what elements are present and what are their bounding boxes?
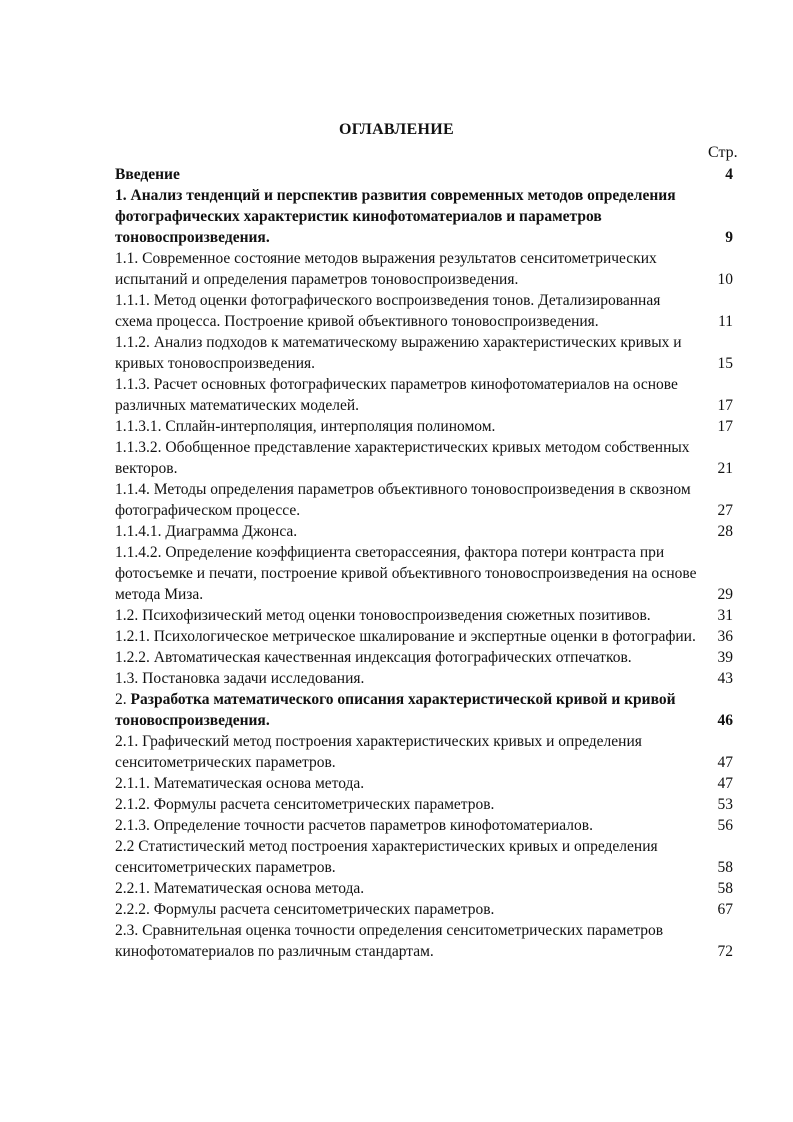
toc-entry [115, 542, 740, 605]
toc-entry-title: Разработка математического описания характеристической кривой и кривой тоновоспроизведения. [115, 691, 676, 729]
toc-entry-title: Постановка задачи исследования. [142, 670, 365, 687]
toc-entry-text [115, 731, 697, 773]
toc-entry [115, 164, 740, 185]
toc-entry-number: 1.1.3.2. [115, 439, 162, 456]
toc-entry-text [115, 794, 697, 815]
toc-entry-page: 31 [717, 607, 733, 624]
toc-entry [115, 521, 740, 542]
toc-entry-title: Анализ тенденций и перспектив развития современных методов определения фотографических характеристик кинофотоматериалов и параметров тоновоспроизведения. [115, 187, 676, 246]
toc-entry-page: 4 [725, 166, 733, 183]
toc-entry-page: 27 [717, 502, 733, 519]
toc-entry-number: 2.2.1. [115, 880, 150, 897]
toc-entry-text [115, 773, 697, 794]
toc-entry [115, 416, 740, 437]
toc-entry-number: 1.1.2. [115, 334, 150, 351]
toc-entry-page: 56 [717, 817, 733, 834]
toc-entry-text [115, 815, 697, 836]
toc-entry-title: Обобщенное представление характеристических кривых методом собственных векторов. [115, 439, 690, 477]
toc-entry [115, 731, 740, 773]
toc-entry-number: 1. [115, 187, 127, 204]
toc-entry [115, 689, 740, 731]
toc-title: ОГЛАВЛЕНИЕ [339, 121, 454, 138]
toc-entry-title: Формулы расчета сенситометрических параметров. [153, 796, 495, 813]
toc-entry-text [115, 521, 697, 542]
toc-entry-number: 2.2.2. [115, 901, 150, 918]
toc-entry-text [115, 437, 697, 479]
toc-entry-page: 46 [717, 712, 733, 729]
toc-entry-text [115, 164, 697, 185]
toc-entry-text [115, 920, 697, 962]
toc-entry-text [115, 374, 697, 416]
toc-entry-page: 17 [717, 397, 733, 414]
toc-entry-number: 2.1.3. [115, 817, 150, 834]
toc-entry-text [115, 290, 697, 332]
toc-entry-text [115, 899, 697, 920]
toc-entry [115, 836, 740, 878]
toc-entry-number: 2.1.2. [115, 796, 150, 813]
toc-entry-page: 43 [717, 670, 733, 687]
toc-entry-title: Математическая основа метода. [153, 880, 365, 897]
toc-entry-title: Психофизический метод оценки тоновоспроизведения сюжетных позитивов. [142, 607, 651, 624]
toc-entry-number: 1.1. [115, 250, 139, 267]
toc-entry [115, 437, 740, 479]
toc-entry-text [115, 605, 697, 626]
toc-entry-page: 39 [717, 649, 733, 666]
toc-entry-page: 15 [717, 355, 733, 372]
toc-entry-title: Автоматическая качественная индексация фотографических отпечатков. [153, 649, 632, 666]
toc-entry-page: 10 [717, 271, 733, 288]
toc-entry-title: Графический метод построения характеристических кривых и определения сенситометрических параметров. [115, 733, 642, 771]
toc-entry-number: 2.2 [115, 838, 135, 855]
toc-entry-title: Современное состояние методов выражения результатов сенситометрических испытаний и определения параметров тоновоспроизведения. [115, 250, 657, 288]
toc-entry-number: 1.1.1. [115, 292, 150, 309]
toc-entry-text [115, 185, 697, 248]
toc-entry [115, 290, 740, 332]
toc-entry-number: 1.1.3. [115, 376, 150, 393]
toc-entry [115, 773, 740, 794]
toc-entry-title: Определение коэффициента светорассеяния, фактора потери контраста при фотосъемке и печати, построение кривой объективного тоновоспроизведения на основе метода Миза. [115, 544, 697, 603]
toc-entry-page: 9 [725, 229, 733, 246]
toc-entry-title: Сравнительная оценка точности определения сенситометрических параметров кинофотоматериалов по различным стандартам. [115, 922, 664, 960]
toc-entry [115, 626, 740, 647]
toc-entry-page: 58 [717, 859, 733, 876]
toc-entry-title: Метод оценки фотографического воспроизведения тонов. Детализированная схема процесса. Построение кривой объективного тоновоспроизведения. [115, 292, 661, 330]
toc-entry-number: 1.1.4.1. [115, 523, 162, 540]
toc-entry-text [115, 668, 697, 689]
toc-entry [115, 899, 740, 920]
toc-entry-text [115, 626, 697, 647]
toc-entry-title: Математическая основа метода. [153, 775, 365, 792]
table-of-contents [115, 164, 740, 962]
toc-entry [115, 479, 740, 521]
toc-entry-title: Анализ подходов к математическому выражению характеристических кривых и кривых тоновоспроизведения. [115, 334, 682, 372]
toc-entry-number: 1.2. [115, 607, 139, 624]
toc-entry-title: Определение точности расчетов параметров кинофотоматериалов. [153, 817, 593, 834]
toc-entry-page: 17 [717, 418, 733, 435]
toc-entry [115, 647, 740, 668]
toc-entry-number: 1.1.4.2. [115, 544, 162, 561]
toc-entry [115, 668, 740, 689]
toc-entry-page: 28 [717, 523, 733, 540]
toc-entry-title: Формулы расчета сенситометрических параметров. [153, 901, 495, 918]
toc-entry-page: 29 [717, 586, 733, 603]
toc-entry-page: 36 [717, 628, 733, 645]
toc-entry-title: Расчет основных фотографических параметров кинофотоматериалов на основе различных математических моделей. [115, 376, 678, 414]
toc-entry [115, 878, 740, 899]
toc-entry-number: 2.1.1. [115, 775, 150, 792]
toc-entry-page: 58 [717, 880, 733, 897]
toc-entry-text [115, 836, 697, 878]
toc-entry [115, 185, 740, 248]
toc-entry-text [115, 647, 697, 668]
toc-entry-number: 1.1.4. [115, 481, 150, 498]
toc-entry [115, 794, 740, 815]
toc-entry [115, 332, 740, 374]
toc-entry-page: 72 [717, 943, 733, 960]
toc-entry-page: 21 [717, 460, 733, 477]
toc-entry-title: Методы определения параметров объективного тоновоспроизведения в сквозном фотографическом процессе. [115, 481, 691, 519]
toc-entry-text [115, 878, 697, 899]
toc-entry-number: 1.1.3.1. [115, 418, 162, 435]
toc-entry [115, 920, 740, 962]
toc-entry-title: Диаграмма Джонса. [165, 523, 298, 540]
toc-entry-number: 2.3. [115, 922, 139, 939]
toc-entry-number: 2. [115, 691, 127, 708]
toc-entry-text [115, 416, 697, 437]
toc-entry-title: Сплайн-интерполяция, интерполяция полиномом. [165, 418, 496, 435]
toc-entry-text [115, 248, 697, 290]
toc-entry-number: 1.3. [115, 670, 139, 687]
toc-entry-title: Введение [115, 166, 180, 183]
toc-entry-number: 1.2.2. [115, 649, 150, 666]
toc-entry-page: 53 [717, 796, 733, 813]
toc-entry-page: 11 [718, 313, 733, 330]
toc-entry-page: 47 [717, 754, 733, 771]
toc-entry-text [115, 332, 697, 374]
toc-entry [115, 815, 740, 836]
page-column-label: Стр. [708, 144, 738, 161]
toc-entry [115, 374, 740, 416]
toc-entry-number: 1.2.1. [115, 628, 150, 645]
toc-entry-title: Статистический метод построения характеристических кривых и определения сенситометрических параметров. [115, 838, 658, 876]
toc-entry-text [115, 542, 697, 605]
toc-entry-title: Психологическое метрическое шкалирование и экспертные оценки в фотографии. [153, 628, 696, 645]
toc-entry [115, 605, 740, 626]
toc-entry [115, 248, 740, 290]
toc-entry-number: 2.1. [115, 733, 139, 750]
toc-entry-text [115, 479, 697, 521]
toc-entry-page: 67 [717, 901, 733, 918]
toc-entry-text [115, 689, 697, 731]
toc-entry-page: 47 [717, 775, 733, 792]
